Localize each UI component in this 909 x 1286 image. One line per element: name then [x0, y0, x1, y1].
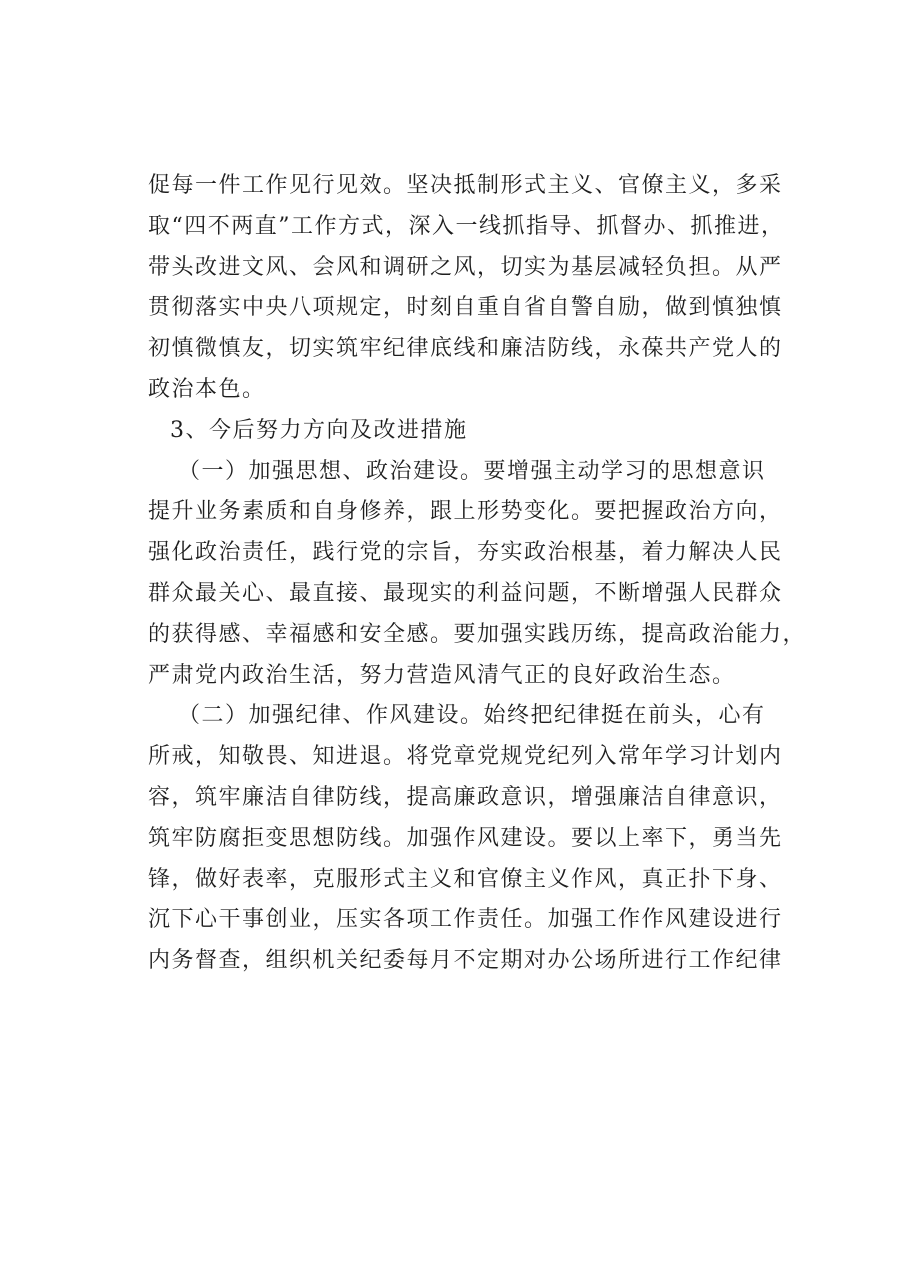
paragraph-3-line-7: 内务督查，组织机关纪委每月不定期对办公场所进行工作纪律 — [148, 948, 783, 974]
paragraph-3-line-2: 所戒，知敬畏、知进退。将党章党规党纪列入常年学习计划内 — [148, 744, 783, 770]
paragraph-3-line-4: 筑牢防腐拒变思想防线。加强作风建设。要以上率下，勇当先 — [148, 825, 783, 851]
paragraph-1-line-3: 带头改进文风、会风和调研之风，切实为基层减轻负担。从严 — [148, 254, 783, 280]
paragraph-2-line-1: （一）加强思想、政治建设。要增强主动学习的思想意识 — [178, 458, 766, 484]
document-body — [148, 166, 808, 982]
paragraph-2-line-5: 的获得感、幸福感和安全感。要加强实践历练，提高政治能力， — [148, 621, 807, 647]
paragraph-2-line-2: 提升业务素质和自身修养，跟上形势变化。要把握政治方向， — [148, 499, 783, 525]
section-heading: 3、今后努力方向及改进措施 — [170, 417, 468, 443]
paragraph-3-line-5: 锋，做好表率，克服形式主义和官僚主义作风，真正扑下身、 — [148, 866, 783, 892]
paragraph-3-line-3: 容，筑牢廉洁自律防线，提高廉政意识，增强廉洁自律意识， — [148, 784, 783, 810]
paragraph-3-line-6: 沉下心干事创业，压实各项工作责任。加强工作作风建设进行 — [148, 907, 783, 933]
paragraph-1-line-6: 政治本色。 — [148, 376, 266, 402]
paragraph-1-line-5: 初慎微慎友，切实筑牢纪律底线和廉洁防线，永葆共产党人的 — [148, 336, 783, 362]
paragraph-1-line-2: 取“四不两直”工作方式，深入一线抓指导、抓督办、抓推进， — [148, 213, 785, 239]
paragraph-3-line-1: （二）加强纪律、作风建设。始终把纪律挺在前头，心有 — [178, 703, 766, 729]
paragraph-2-line-6: 严肃党内政治生活，努力营造风清气正的良好政治生态。 — [148, 662, 736, 688]
paragraph-1-line-1: 促每一件工作见行见效。坚决抵制形式主义、官僚主义，多采 — [148, 173, 783, 198]
paragraph-2-line-3: 强化政治责任，践行党的宗旨，夯实政治根基，着力解决人民 — [148, 540, 783, 566]
paragraph-1-line-4: 贯彻落实中央八项规定，时刻自重自省自警自励，做到慎独慎 — [148, 295, 783, 321]
paragraph-2-line-4: 群众最关心、最直接、最现实的利益问题，不断增强人民群众 — [148, 580, 783, 606]
